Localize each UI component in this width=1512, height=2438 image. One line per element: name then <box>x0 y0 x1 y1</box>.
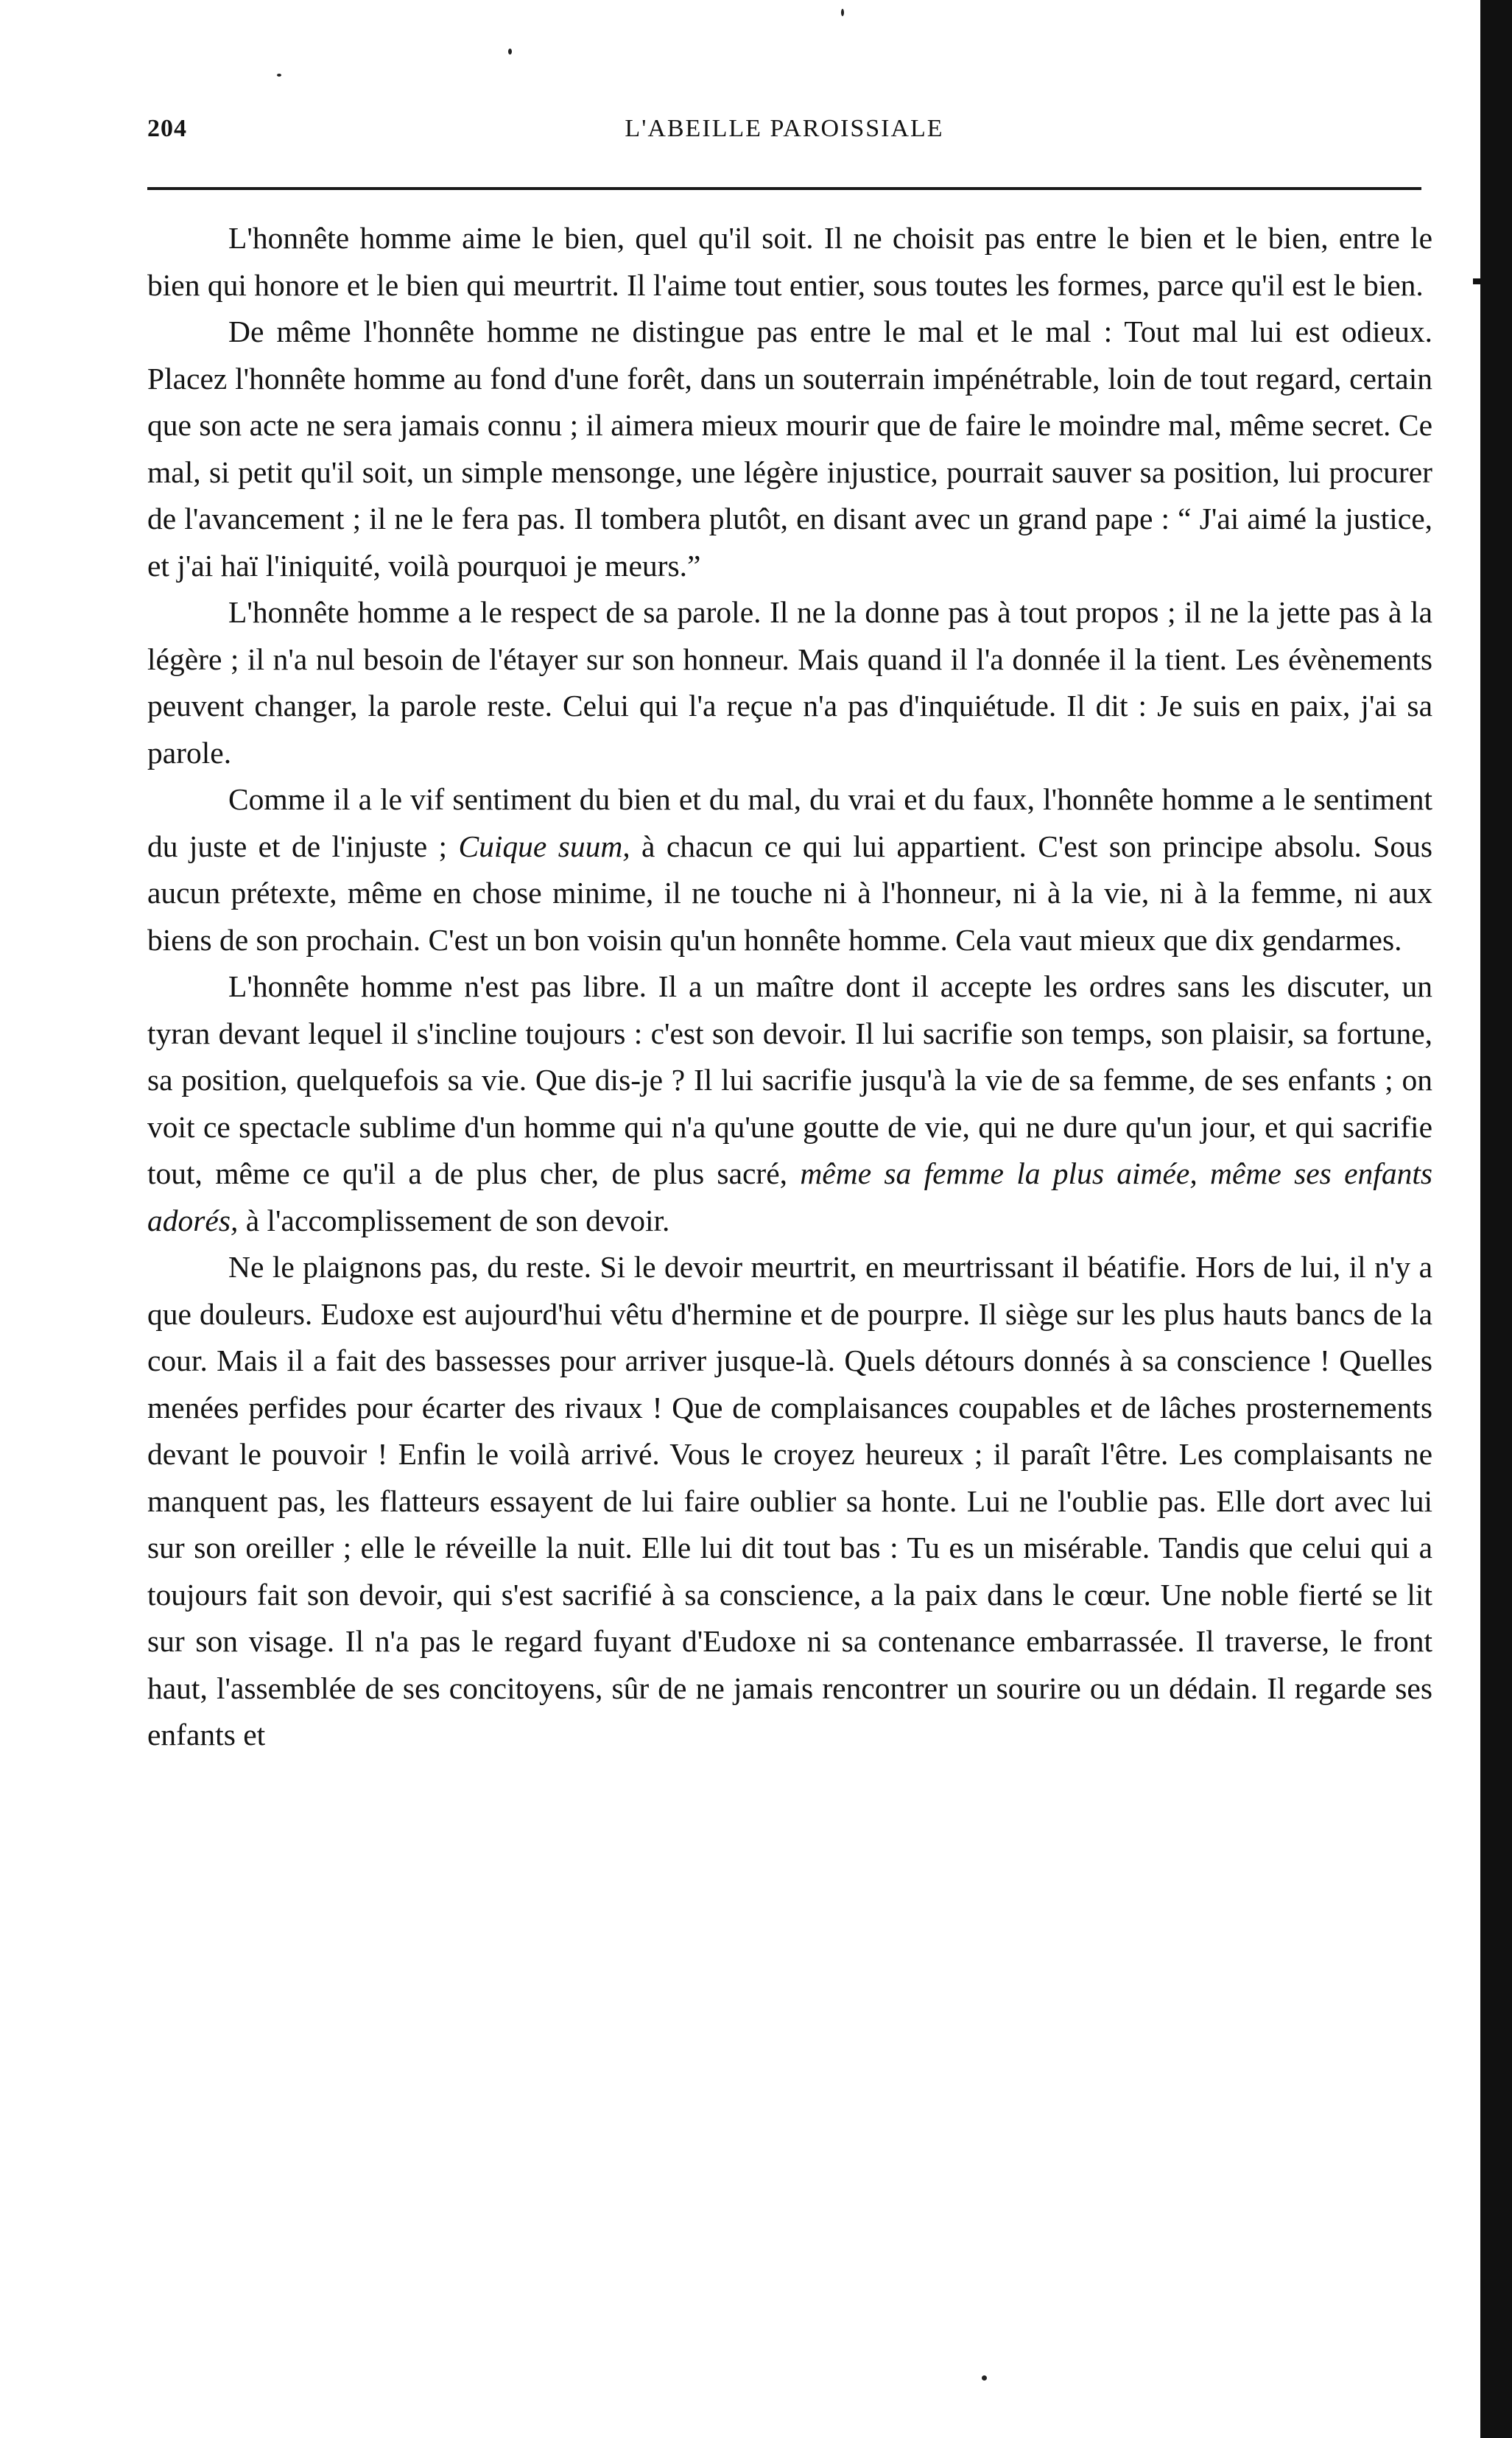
body-text <box>147 215 1432 1759</box>
ink-speck <box>841 9 844 16</box>
paragraph-5-text-after: à l'accomplissement de son devoir. <box>238 1203 670 1237</box>
paragraph-3: L'honnête homme a le respect de sa parole. Il ne la donne pas à tout propos ; il ne la jette pas à la légère ; il n'a nul besoin de l'étayer sur son honneur. Mais quand il l'a donnée il la tient. Les évènements peuvent changer, la parole reste. Celui qui l'a reçue n'a pas d'inquiétude. Il dit : Je suis en paix, j'ai sa parole. <box>147 595 1432 770</box>
paragraph-4-latin-phrase: Cuique suum, <box>458 829 630 863</box>
spine-notch <box>1473 278 1483 284</box>
paragraph-5-italic-phrase: même sa femme la plus aimée, même ses enfants adorés, <box>147 1156 1432 1237</box>
paragraph-4 <box>147 776 1432 963</box>
page-header <box>147 115 1421 152</box>
paragraph-6: Ne le plaignons pas, du reste. Si le devoir meurtrit, en meurtrissant il béatifie. Hors de lui, il n'y a que douleurs. Eudoxe est aujourd'hui vêtu d'hermine et de pourpre. Il siège sur les plus hauts bancs de la cour. Mais il a fait des bassesses pour arriver jusque-là. Quels détours donnés à sa conscience ! Quelles menées perfides pour écarter des rivaux ! Que de complaisances coupables et de lâches prosternements devant le pouvoir ! Enfin le voilà arrivé. Vous le croyez heureux ; il paraît l'être. Les complaisants ne manquent pas, les flatteurs essayent de lui faire oublier sa honte. Lui ne l'oublie pas. Elle dort avec lui sur son oreiller ; elle le réveille la nuit. Elle lui dit tout bas : Tu es un misérable. Tandis que celui qui a toujours fait son devoir, qui s'est sacrifié à sa conscience, a la paix dans le cœur. Une noble fierté se lit sur son visage. Il n'a pas le regard fuyant d'Eudoxe ni sa contenance embarrassée. Il traverse, le front haut, l'assemblée de ses concitoyens, sûr de ne jamais rencontrer un sourire ou un dédain. Il regarde ses enfants et <box>147 1250 1432 1752</box>
running-title: L'ABEILLE PAROISSIALE <box>625 115 944 142</box>
paragraph-2: De même l'honnête homme ne distingue pas entre le mal et le mal : Tout mal lui est odieux. Placez l'honnête homme au fond d'une forêt, dans un souterrain impénétrable, loin de tout regard, certain que son acte ne sera jamais connu ; il aimera mieux mourir que de faire le moindre mal, même secret. Ce mal, si petit qu'il soit, un simple mensonge, une légère injustice, pourrait sauver sa position, lui procurer de l'avancement ; il ne le fera pas. Il tombera plutôt, en disant avec un grand pape : “ J'ai aimé la justice, et j'ai haï l'iniquité, voilà pourquoi je meurs.” <box>147 315 1432 583</box>
paragraph-1: L'honnête homme aime le bien, quel qu'il soit. Il ne choisit pas entre le bien et le bien, entre le bien qui honore et le bien qui meurtrit. Il l'aime tout entier, sous toutes les formes, parce qu'il est le bien. <box>147 221 1432 302</box>
ink-speck <box>982 2375 987 2381</box>
header-rule <box>147 187 1421 190</box>
book-spine-shadow <box>1480 0 1512 2438</box>
paragraph-4-text-after: à chacun ce qui lui appartient. C'est son principe absolu. Sous aucun prétexte, même en chose minime, il ne touche ni à l'honneur, ni à la vie, ni à la femme, ni aux biens de son prochain. C'est un bon voisin qu'un honnête homme. Cela vaut mieux que dix gendarmes. <box>147 829 1433 957</box>
paragraph-4-text-before: Comme il a le vif sentiment du bien et du mal, du vrai et du faux, l'honnête homme a le sentiment du juste et de l'injuste ; <box>147 782 1432 863</box>
ink-speck <box>277 74 281 77</box>
ink-speck <box>508 49 512 55</box>
paragraph-5 <box>147 963 1432 1244</box>
paragraph-5-text-before: L'honnête homme n'est pas libre. Il a un maître dont il accepte les ordres sans les discuter, un tyran devant lequel il s'incline toujours : c'est son devoir. Il lui sacrifie son temps, son plaisir, sa fortune, sa position, quelquefois sa vie. Que dis-je ? Il lui sacrifie jusqu'à la vie de sa femme, de ses enfants ; on voit ce spectacle sublime d'un homme qui n'a qu'une goutte de vie, qui ne dure qu'un jour, et qui sacrifie tout, même ce qu'il a de plus cher, de plus sacré, <box>147 969 1432 1190</box>
page-number: 204 <box>147 115 187 142</box>
